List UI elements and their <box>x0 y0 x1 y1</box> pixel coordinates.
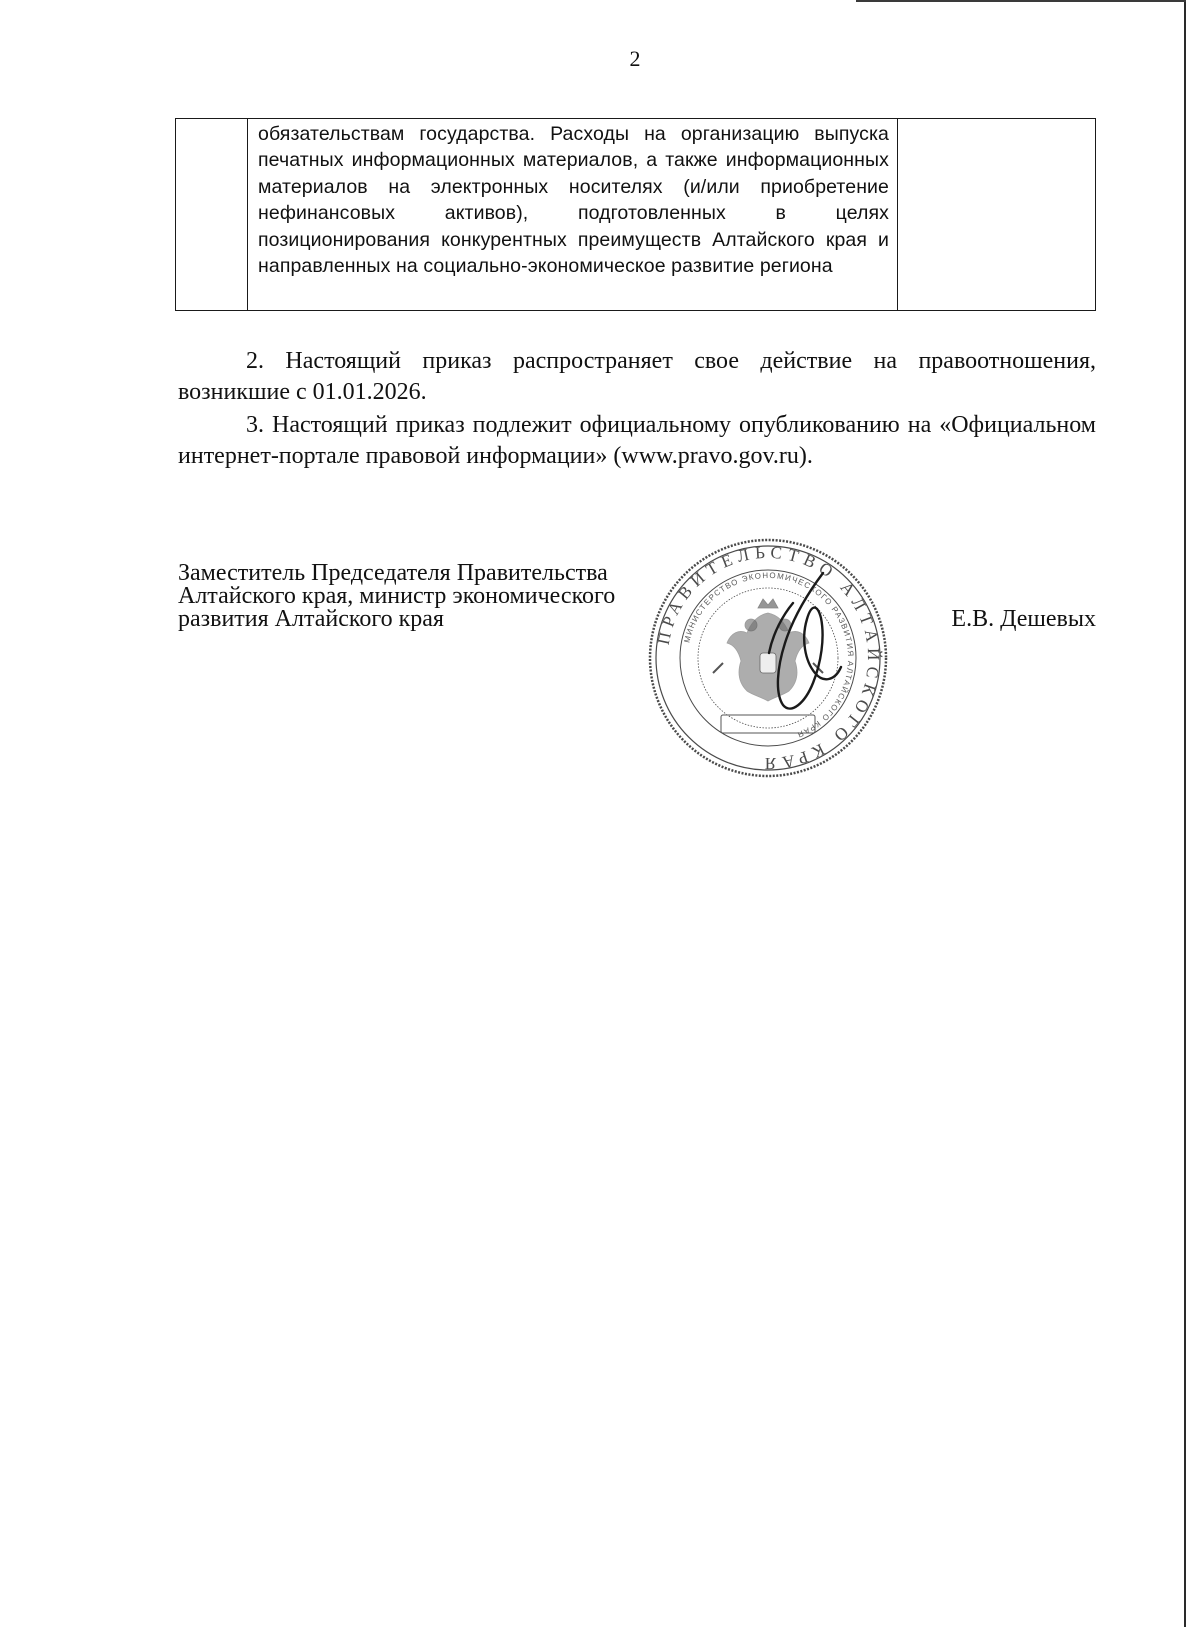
page-number: 2 <box>629 46 641 71</box>
table-cell-extra <box>898 119 1096 311</box>
table-cell-text-content: обязательствам государства. Расходы на организацию выпуска печатных информационных материалов, а также информационных материалов на электронных носителях (и/или приобретение нефинансовых активов), подготовленных в целях позиционирования конкурентных преимуществ Алтайского края и направленных на социально-экономическое развитие региона <box>258 123 889 278</box>
official-seal <box>643 533 893 783</box>
signer-title-line-1: Заместитель Председателя Правительства <box>178 560 608 586</box>
signer-title-line-2: Алтайского края, министр экономического <box>178 583 616 609</box>
paragraph-3: 3. Настоящий приказ подлежит официальному опубликованию на «Официальном интернет-портале правовой информации» (www.pravo.gov.ru). <box>178 412 1096 469</box>
table-cell-text <box>248 119 898 311</box>
page-edge-line <box>1184 0 1186 1627</box>
signer-title <box>178 562 615 631</box>
double-headed-eagle-emblem <box>713 599 823 701</box>
signer-title-line-3: развития Алтайского края <box>178 606 444 632</box>
table-row <box>176 119 1096 311</box>
continuation-table <box>175 118 1096 311</box>
paragraph-2: 2. Настоящий приказ распространяет свое действие на правоотношения, возникшие с 01.01.2026. <box>178 348 1096 405</box>
signer-name: Е.В. Дешевых <box>951 606 1096 632</box>
table-cell-number <box>176 119 248 311</box>
seal-inner-text: МИНИСТЕРСТВО ЭКОНОМИЧЕСКОГО РАЗВИТИЯ АЛТАЙСКОГО КРАЯ <box>682 570 856 740</box>
seal-outer-text: ПРАВИТЕЛЬСТВО АЛТАЙСКОГО КРАЯ <box>653 542 884 774</box>
page-top-edge-line <box>856 0 1186 2</box>
